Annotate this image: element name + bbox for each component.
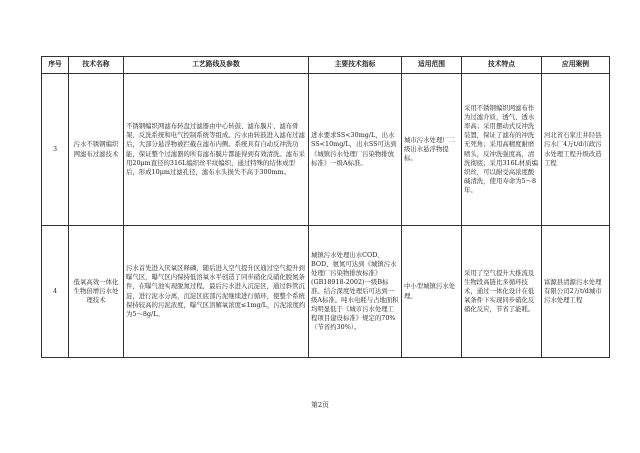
row-case: 富源县清源污水处理有限公司2万t/d城市污水处理工程 — [542, 226, 610, 358]
header-scope: 适用范围 — [402, 57, 462, 74]
header-tech-name: 技术名称 — [69, 57, 124, 74]
row-number: 4 — [42, 226, 69, 358]
header-process: 工艺路线及参数 — [124, 57, 309, 74]
row-features: 采用不锈钢编织网滤布作为过滤介质，透气、透水率高；采用摆动式反冲洗装置，保证了滤布的冲洗无死角；采用高精度耐磨喷头，反冲洗强度高，清洗彻底；采用316L材质编织丝，可以耐受高浓度酸碱清洗，使用寿命为5～8年。 — [462, 74, 542, 226]
row-number: 3 — [42, 74, 69, 226]
header-case: 应用案例 — [542, 57, 610, 74]
header-features: 技术特点 — [462, 57, 542, 74]
row-indicators: 进水要求SS<30mg/L，出水SS<10mg/L，出水SS可达到《城镇污水处理厂污染物排放标准》一级A标准。 — [309, 74, 402, 226]
page-number: 第2页 — [311, 401, 329, 409]
header-number: 序号 — [42, 57, 69, 74]
table-row — [42, 226, 610, 358]
row-process: 不锈钢编织网滤布转盘过滤器由中心转鼓、滤布膜片、滤布骨架、反洗系统和电气控制系统等组成。污水由转鼓进入滤布过滤后，大部分悬浮物被拦截在滤布内侧。系统具有自动反冲洗功能，保证整个过滤器的所有滤布膜片都能得到有效清洗。滤布采用20μm直径的316L编织丝平纹编织，通过特殊的结体成型后，形成10μm过滤孔径，滤布水头损失不高于300mm。 — [124, 74, 309, 226]
technology-table — [41, 56, 610, 358]
row-tech-name: 低氧高效一体化生物倍增污水处理技术 — [69, 226, 124, 358]
row-case: 河北省石家庄井陉县污水厂4万t/d市政污水处理工程升级改造工程 — [542, 74, 610, 226]
header-indicators: 主要技术指标 — [309, 57, 402, 74]
row-indicators: 城镇污水处理出水COD、BOD、氨氮可达到《城镇污水处理厂污染物排放标准》(GB18918-2002)一级B标准。结合深度处理后可达到一级A标准。吨水电耗与占地面积均明显低于《城市污水处理工程项目建设标准》规定的70%（节省约30%）。 — [309, 226, 402, 358]
table-row — [42, 74, 610, 226]
row-scope: 城市污水处理厂二级出水悬浮物提标。 — [402, 74, 462, 226]
row-process: 污水首先进入厌氧区释磷，随后进入空气提升区通过空气提升到曝气区，曝气区内保持低溶氧水平创造了同步硝化反硝化脱氮条件，在曝气池实现脱氮过程，最后污水进入沉淀区，通过斜管沉淀，进行泥水分离，沉淀区底部污泥继续进行循环，使整个系统保持较高的污泥浓度，曝气区溶解氧浓度≤1mg/L，污泥浓度约为5～8g/L。 — [124, 226, 309, 358]
row-scope: 中小型城镇污水处理。 — [402, 226, 462, 358]
row-features: 采用了空气提升大推流及生物段高链比多循环技术，通过一体化设计在低氧条件下实现同步硝化反硝化反应，节省了能耗。 — [462, 226, 542, 358]
row-tech-name: 污水不锈钢编织网滤布过滤技术 — [69, 74, 124, 226]
table-header-row — [42, 57, 610, 74]
